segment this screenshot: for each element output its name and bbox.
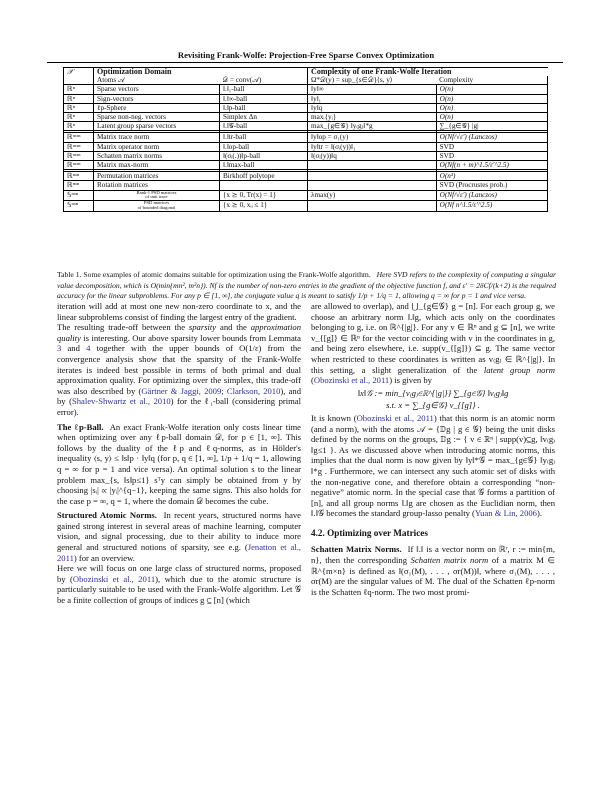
cell-omega: ‖y‖∞: [308, 85, 437, 94]
cell-omega: [308, 181, 437, 190]
paragraph: Here we will focus on one large class of structured norms, proposed by (Obozinski et al., 2011), which due to the atomic structure is particularly suitable to be used with the Frank-Wolfe algorithm. Let 𝒢 be a finite collection of groups of indices g ⊆ [n] (which: [57, 563, 302, 606]
cell-space: ℝᵐˣⁿ: [64, 161, 94, 170]
caption-text: Here SVD refers to the complexity of computing a singular value decomposition, which is O(min{mn², m²n}). Nf is the number of non-zero entries in the gradient of the objective function f, and ε′ = 2δCf/(k+2) is the required accuracy for the linear subproblems. For any p ∈ [1, ∞], the conjugate value q is meant to satisfy 1/p + 1/q = 1, allowing q = ∞ for p = 1 and vice versa.: [57, 270, 556, 301]
cell-complexity: O(Nf/√ε′) (Lanczos): [436, 133, 547, 142]
cell-space: ℝᵐˣⁿ: [64, 142, 94, 151]
cell-atoms: Rotation matrices: [94, 181, 220, 190]
cell-domain: ‖.‖p-ball: [219, 103, 307, 112]
structured-atomic-norms-heading: Structured Atomic Norms.: [57, 510, 157, 521]
cell-space: ℝⁿ: [64, 94, 94, 103]
col-complexity-header: Complexity: [436, 76, 547, 85]
cell-space: ℝⁿ: [64, 113, 94, 122]
paragraph-lp-ball: The ℓp-Ball. An exact Frank-Wolfe iteration only costs linear time when optimizing over any ℓp-ball domain 𝒟, for p ∈ [1, ∞]. This follows by the duality of the ℓp and ℓq-norms, as in Hölder's inequality ⟨s, y⟩ ≤ ‖s‖p · ‖y‖q (for p, q ∈ [1, ∞], 1/p + 1/q = 1, allowing q = ∞ for p = 1 and vice versa). An optimal solution s to the linear problem max_{s, ‖s‖p≤1} sᵀy can simply be obtained from y by choosing |sᵢ| ∝ |yᵢ|^{q−1}, keeping the same signs. This also holds for the case p = ∞, q = 1, where the domain 𝒟 becomes the cube.: [57, 421, 301, 506]
table-row: [64, 122, 548, 131]
col-complexity-title: Complexity of one Frank-Wolfe Iteration: [308, 68, 548, 77]
citation-obozinski[interactable]: Obozinski et al., 2011: [72, 573, 156, 584]
table-row: [64, 94, 548, 103]
equation-latent-group-norm: ‖x‖𝒢 := min_{v₍g₎∈ℝ^{|g|}} ∑_{g∈𝒢} ‖v₍g₎‖g: [357, 387, 509, 398]
citation-obozinski[interactable]: Obozinski et al., 2011: [313, 375, 390, 386]
cell-atoms: Sparse vectors: [94, 85, 220, 94]
table-row: [64, 85, 548, 94]
cell-space: ℝᵐˣⁿ: [64, 151, 94, 160]
table-row: [64, 142, 548, 151]
cell-omega: ‖(σᵢ(y))‖q: [308, 151, 437, 160]
col-space-header: 𝒳: [64, 68, 94, 77]
cell-omega: [308, 161, 437, 170]
cell-omega: maxᵢ{yᵢ}: [308, 113, 437, 122]
cell-atoms: Sign-vectors: [94, 94, 220, 103]
cell-space: ℝᵐˣⁿ: [64, 133, 94, 142]
lemma-4-link[interactable]: 4: [86, 343, 91, 354]
citation-yuan-lin[interactable]: Yuan & Lin, 2006: [474, 508, 537, 519]
cell-space: ℝⁿˣⁿ: [64, 181, 94, 190]
cell-atoms: Rank-1 PSD matrices of unit trace: [94, 190, 220, 201]
running-head: Revisiting Frank-Wolfe: Projection-Free Sparse Convex Optimization: [177, 50, 435, 60]
citation-jenatton[interactable]: Jenatton et al., 2011: [57, 542, 302, 563]
cell-atoms: Schatten matrix norms: [94, 151, 220, 160]
paragraph-schatten: Schatten Matrix Norms. If ‖.‖ is a vector norm on ℝʳ, r := min{m, n}, then the corresponding Schatten matrix norm of a matrix M ∈ ℝ^{m×n} is defined as ‖(σ₁(M), . . . , σr(M))‖, where σ₁(M), . . . , σr(M) are the singular values of M. The dual of the Schatten ℓp-norm is the Schatten ℓq-norm. The two most promi-: [311, 544, 555, 597]
table-row: [64, 181, 548, 190]
cell-omega: ‖y‖tr = ‖(σᵢ(y))‖₁: [308, 142, 437, 151]
table-row: [64, 161, 548, 170]
cell-domain: Simplex Δn: [219, 113, 307, 122]
cell-domain: Birkhoff polytope: [219, 172, 307, 181]
cell-complexity: O(n³): [436, 172, 547, 181]
table-1: [63, 67, 548, 212]
cell-domain: ‖.‖₁-ball: [219, 85, 307, 94]
lp-ball-heading: The ℓp-Ball.: [57, 421, 104, 432]
table-header-row-2: [64, 76, 548, 85]
cell-complexity: O(n): [436, 94, 547, 103]
cell-complexity: O(Nf(n + m)^1.5/ε′^2.5): [436, 161, 547, 170]
left-column: [57, 301, 301, 606]
cell-atoms: Permutation matrices: [94, 172, 220, 181]
col-d-header: 𝒟 = conv(𝒜): [219, 76, 307, 85]
cell-domain: ‖.‖𝒢-ball: [219, 122, 307, 131]
citation-obozinski[interactable]: Obozinski et al., 2011: [356, 412, 434, 423]
cell-domain: ‖.‖tr-ball: [219, 133, 307, 142]
cell-atoms: Sparse non-neg. vectors: [94, 113, 220, 122]
cell-atoms: Matrix operator norm: [94, 142, 220, 151]
cell-complexity: ∑_{g∈𝒢} |g|: [436, 122, 547, 131]
paragraph: iteration will add at most one new non-zero coordinate to x, and the linear subproblems consist of finding the largest entry of the gradient.: [57, 301, 301, 322]
cell-omega: ‖y‖₁: [308, 94, 437, 103]
schatten-heading: Schatten Matrix Norms.: [311, 544, 402, 555]
cell-domain: ‖(σᵢ(.))‖p-ball: [219, 151, 307, 160]
table-caption: [57, 270, 556, 302]
cell-omega: ‖y‖op = σ₁(y): [308, 133, 437, 142]
cell-atoms: PSD matrices of bounded diagonal: [94, 201, 220, 212]
cell-domain: ‖.‖op-ball: [219, 142, 307, 151]
cell-space: ℝⁿˣⁿ: [64, 172, 94, 181]
cell-domain: {x ⪰ 0, Tr(x) = 1}: [219, 190, 307, 201]
table-row: [64, 133, 548, 142]
equation-constraint: s.t. x = ∑_{g∈𝒢} v_{[g]} .: [386, 400, 480, 411]
cell-atoms: Matrix max-norm: [94, 161, 220, 170]
cell-space: ℝⁿ: [64, 122, 94, 131]
cell-complexity: O(Nf/√ε′) (Lanczos): [436, 190, 547, 201]
cell-atoms: ℓp-Sphere: [94, 103, 220, 112]
col-omega-header: Ω*𝒟(y) = sup_{s∈𝒟}⟨s, y⟩: [308, 76, 437, 85]
citation-shalev-shwartz[interactable]: Shalev-Shwartz et al., 2010: [71, 396, 171, 407]
citation-gartner-clarkson[interactable]: Gärtner & Jaggi, 2009; Clarkson, 2010: [141, 385, 281, 396]
paragraph-structured-atomic-norms: Structured Atomic Norms. In recent years, structured norms have gained strong interest in several areas of machine learning, computer vision, and signal processing, due to their ability to induce more general and structured notions of sparsity, see e.g. (Jenatton et al., 2011) for an overview.: [57, 510, 302, 563]
cell-domain: ‖.‖∞-ball: [219, 94, 307, 103]
table-row: [64, 103, 548, 112]
header-rule: [47, 62, 563, 63]
cell-omega: max_{g∈𝒢} ‖y₍g₎‖*g: [308, 122, 437, 131]
table-row: [64, 172, 548, 181]
cell-atoms: Latent group sparse vectors: [94, 122, 220, 131]
caption-label: Table 1. Some examples of atomic domains suitable for optimization using the Frank-Wolfe algorithm.: [57, 270, 371, 279]
cell-space: 𝕊ⁿˣⁿ: [64, 201, 94, 212]
cell-domain: ‖.‖max-ball: [219, 161, 307, 170]
right-column: [311, 301, 555, 597]
section-heading: 4.2. Optimizing over Matrices: [311, 527, 428, 538]
paragraph: It is known (Obozinski et al., 2011) that this norm is an atomic norm (and a norm), with the atoms 𝒜 = {𝔻g | g ∈ 𝒢} being the unit disks defined by the norms on the groups, 𝔻g := { v ∈ ℝⁿ | supp(v)⊆g, ‖v₍g₎‖g≤1 }. As we discussed above when introducing atomic norms, this implies that the dual norm is now given by ‖y‖*𝒢 = max_{g∈𝒢} ‖y₍g₎‖*g . Furthermore, we can intersect any such atomic set of disks with the non-negative cone, and therefore obtain a corresponding “non-negative” atomic norm. In the special case that 𝒢 forms a partition of [n], and all group norms ‖.‖g are chosen as the Euclidian norm, then ‖.‖𝒢 becomes the standard group-lasso penalty (Yuan & Lin, 2006).: [311, 412, 555, 519]
table-header-row-1: [64, 68, 548, 77]
paragraph-tradeoff: The resulting trade-off between the sparsity and the approximation quality is interesting. Our above sparsity lower bounds from Lemmata 3 and 4 together with the upper bounds of O(1/ε) from the convergence analysis show that the sparsity of the Frank-Wolfe iterates is indeed best possible in terms of both primal and dual approximation quality. For optimizing over the simplex, this trade-off was also described by (Gärtner & Jaggi, 2009; Clarkson, 2010), and by (Shalev-Shwartz et al., 2010) for the ℓ₁-ball (considering primal error).: [57, 322, 302, 417]
cell-complexity: O(n): [436, 103, 547, 112]
cell-complexity: SVD (Procrustes prob.): [436, 181, 547, 190]
cell-complexity: SVD: [436, 151, 547, 160]
cell-omega: [308, 201, 437, 212]
table-row: [64, 190, 548, 201]
cell-space: ℝⁿ: [64, 85, 94, 94]
cell-domain: [219, 181, 307, 190]
cell-domain: {x ⪰ 0, xᵢᵢ ≤ 1}: [219, 201, 307, 212]
cell-atoms: Matrix trace norm: [94, 133, 220, 142]
cell-complexity: O(n): [436, 113, 547, 122]
col-atoms-header: Atoms 𝒜: [94, 76, 220, 85]
cell-space: ℝⁿ: [64, 103, 94, 112]
cell-omega: ‖y‖q: [308, 103, 437, 112]
cell-complexity: O(Nf n^1.5/ε′^2.5): [436, 201, 547, 212]
paragraph: are allowed to overlap), and ⋃_{g∈𝒢} g = [n]. For each group g, we choose an arbitrary norm ‖.‖g, which acts only on the coordinates belonging to g, i.e. on ℝ^{|g|}. For any v ∈ ℝⁿ and g ⊆ [n], we write v_{[g]} ∈ ℝⁿ for the vector coinciding with v in the coordinates in g, and being zero elsewhere, i.e. supp(v_{[g]}) ⊆ g. The same vector when restricted to these coordinates is written as v₍g₎ ∈ ℝ^{|g|}. In this setting, a slight generalization of the latent group norm (Obozinski et al., 2011) is given by: [311, 301, 555, 386]
cell-space: 𝕊ⁿˣⁿ: [64, 190, 94, 201]
cell-omega: λmax(y): [308, 190, 437, 201]
table-row: [64, 151, 548, 160]
lemma-3-link[interactable]: 3: [57, 343, 62, 354]
table-row: [64, 201, 548, 212]
cell-complexity: SVD: [436, 142, 547, 151]
cell-complexity: O(n): [436, 85, 547, 94]
cell-omega: [308, 172, 437, 181]
table-row: [64, 113, 548, 122]
col-domain-title: Optimization Domain: [94, 68, 308, 77]
